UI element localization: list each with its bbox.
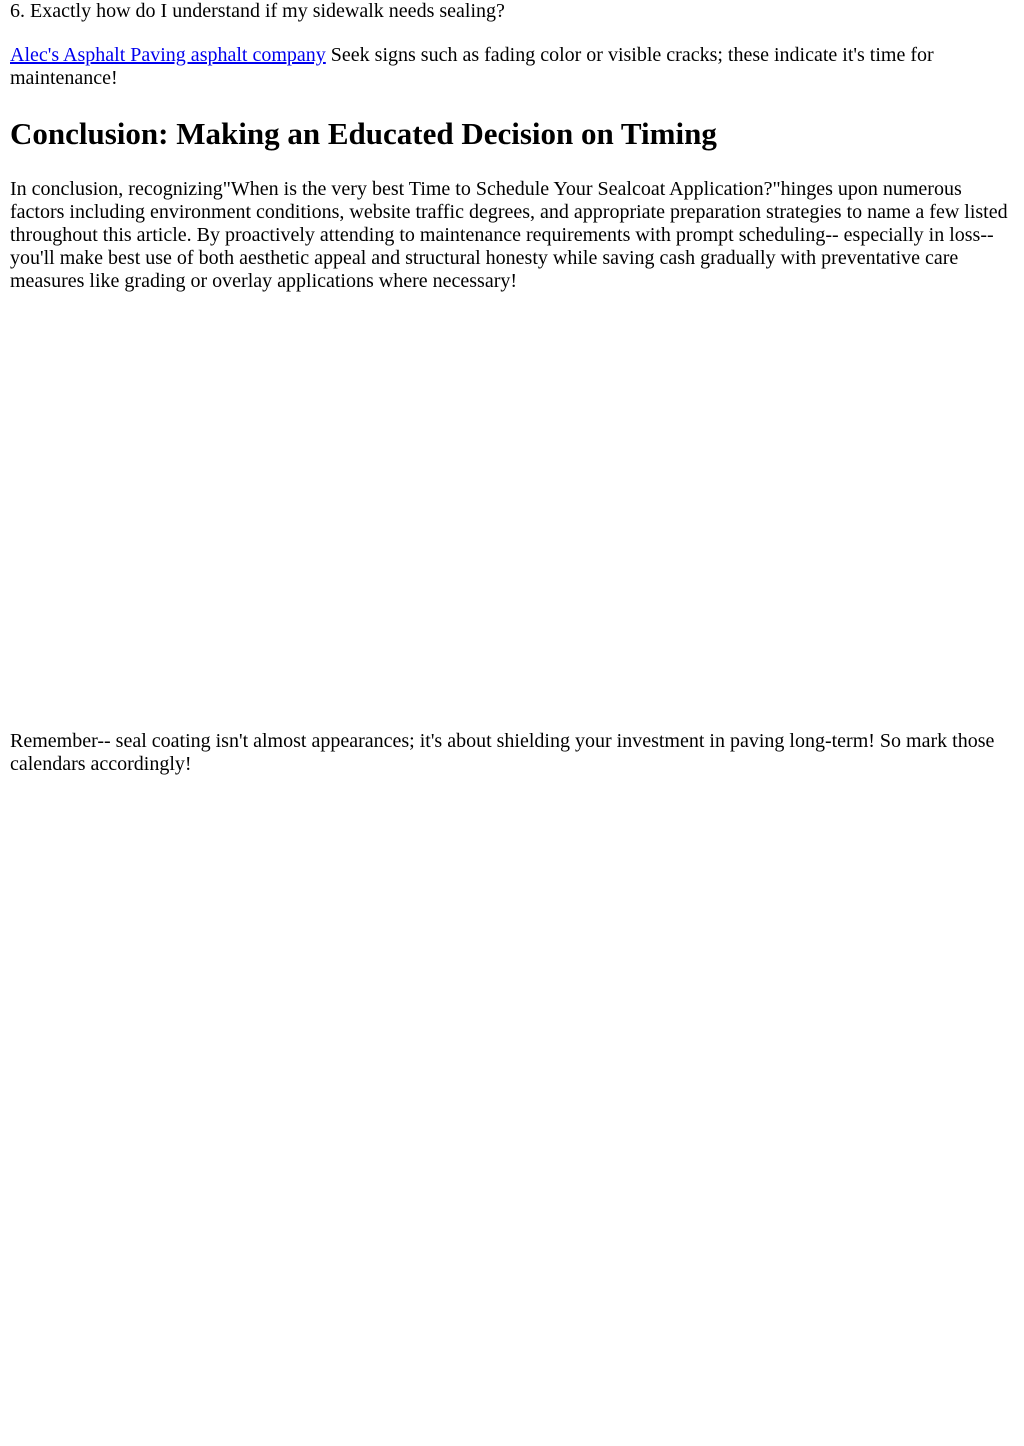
conclusion-paragraph: In conclusion, recognizing"When is the very best Time to Schedule Your Sealcoat Application?"hinges upon numerous factors including environment conditions, website traffic degrees, and appropriate preparation strategies to name a few listed throughout this article. By proactively attending to maintenance requirements with prompt scheduling-- especially in loss-- you'll make best use of both aesthetic appeal and structural honesty while saving cash gradually with preventative care measures like grading or overlay applications where necessary! bbox=[10, 178, 1008, 292]
conclusion-heading: Conclusion: Making an Educated Decision on Timing bbox=[10, 116, 717, 151]
company-link[interactable]: Alec's Asphalt Paving asphalt company bbox=[10, 44, 326, 66]
faq-answer bbox=[10, 44, 1014, 90]
faq-question: 6. Exactly how do I understand if my sidewalk needs sealing? bbox=[10, 0, 505, 22]
faq-answer-text: Seek signs such as fading color or visible cracks; these indicate it's time for maintenance! bbox=[10, 44, 934, 89]
blank-space bbox=[10, 293, 1014, 730]
closing-paragraph: Remember-- seal coating isn't almost appearances; it's about shielding your investment in paving long-term! So mark those calendars accordingly! bbox=[10, 730, 995, 775]
